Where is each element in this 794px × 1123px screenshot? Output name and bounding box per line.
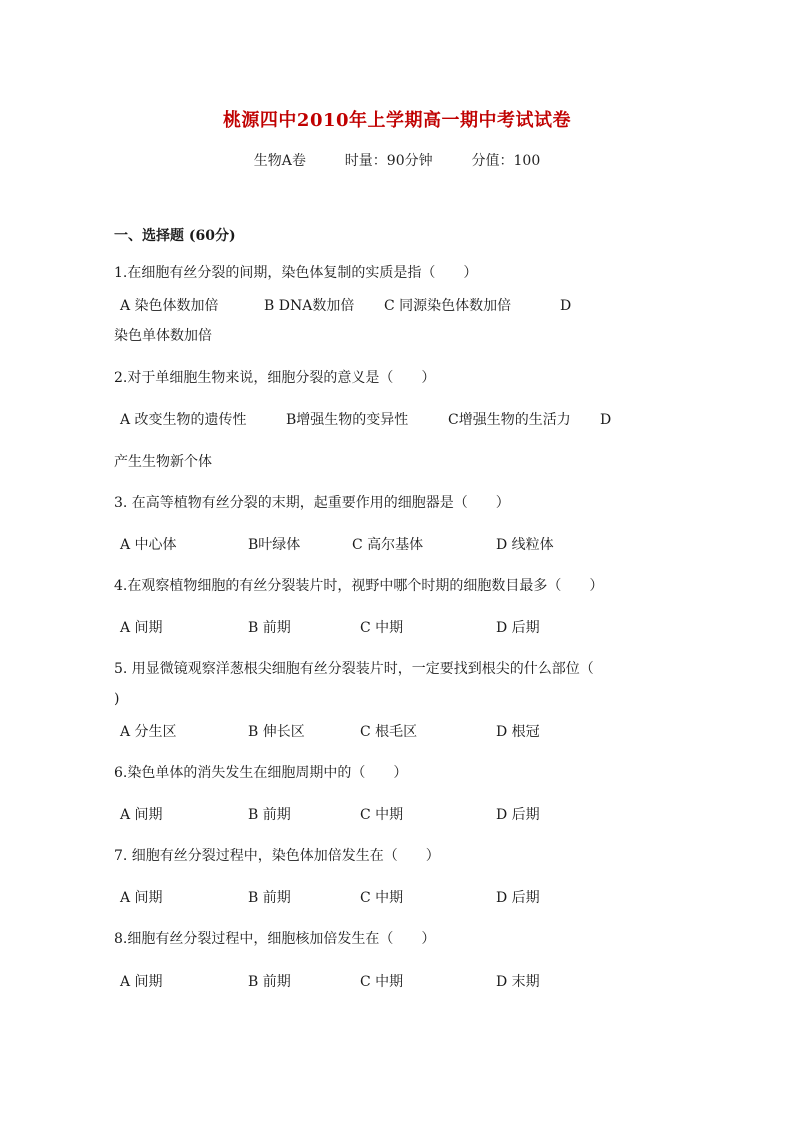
- option-a: A 间期: [120, 620, 163, 636]
- option-a: A 改变生物的遗传性: [120, 412, 247, 428]
- option-b: B增强生物的变异性: [286, 412, 409, 428]
- question-5-paren: ): [114, 691, 120, 707]
- exam-info: [0, 150, 794, 170]
- option-d: D 线粒体: [496, 537, 554, 553]
- option-d: D 根冠: [496, 724, 540, 740]
- option-a: A 中心体: [120, 537, 177, 553]
- option-c: C 中期: [360, 620, 404, 636]
- option-b: B叶绿体: [248, 537, 301, 553]
- question-2-continuation: 产生生物新个体: [114, 454, 212, 470]
- option-c: C 中期: [360, 890, 404, 906]
- option-d: D: [560, 298, 572, 314]
- option-b: B 前期: [248, 890, 291, 906]
- option-a: A 间期: [120, 974, 163, 990]
- subject-label: 生物A卷: [253, 153, 306, 169]
- question-2: 2.对于单细胞生物来说，细胞分裂的意义是（ ）: [114, 370, 436, 386]
- option-c: C 中期: [360, 974, 404, 990]
- option-a: A 染色体数加倍: [120, 298, 219, 314]
- question-5: 5. 用显微镜观察洋葱根尖细胞有丝分裂装片时，一定要找到根尖的什么部位（: [114, 661, 594, 677]
- question-7: 7. 细胞有丝分裂过程中，染色体加倍发生在（ ）: [114, 848, 440, 864]
- option-c: C 同源染色体数加倍: [384, 298, 512, 314]
- option-a: A 间期: [120, 807, 163, 823]
- option-d: D 后期: [496, 890, 540, 906]
- option-c: C 中期: [360, 807, 404, 823]
- exam-title: 桃源四中2010年上学期高一期中考试试卷: [222, 110, 572, 131]
- option-d: D: [600, 412, 612, 428]
- option-b: B 前期: [248, 807, 291, 823]
- option-b: B DNA数加倍: [264, 298, 355, 314]
- option-c: C 高尔基体: [352, 537, 424, 553]
- option-d: D 末期: [496, 974, 540, 990]
- score-label: 分值：100: [471, 153, 541, 169]
- question-4: 4.在观察植物细胞的有丝分裂装片时，视野中哪个时期的细胞数目最多（ ）: [114, 578, 604, 594]
- option-a: A 间期: [120, 890, 163, 906]
- section-heading: 一、选择题 (60分): [114, 228, 236, 244]
- option-b: B 伸长区: [248, 724, 305, 740]
- option-a: A 分生区: [120, 724, 177, 740]
- question-6: 6.染色单体的消失发生在细胞周期中的（ ）: [114, 765, 408, 781]
- option-c: C增强生物的生活力: [448, 412, 571, 428]
- option-d: D 后期: [496, 807, 540, 823]
- option-c: C 根毛区: [360, 724, 418, 740]
- question-8: 8.细胞有丝分裂过程中，细胞核加倍发生在（ ）: [114, 931, 436, 947]
- question-3: 3. 在高等植物有丝分裂的末期，起重要作用的细胞器是（ ）: [114, 495, 510, 511]
- option-b: B 前期: [248, 974, 291, 990]
- question-1: 1.在细胞有丝分裂的间期，染色体复制的实质是指（ ）: [114, 265, 478, 281]
- time-label: 时量：90分钟: [344, 153, 433, 169]
- option-b: B 前期: [248, 620, 291, 636]
- option-d: D 后期: [496, 620, 540, 636]
- question-1-continuation: 染色单体数加倍: [114, 328, 212, 344]
